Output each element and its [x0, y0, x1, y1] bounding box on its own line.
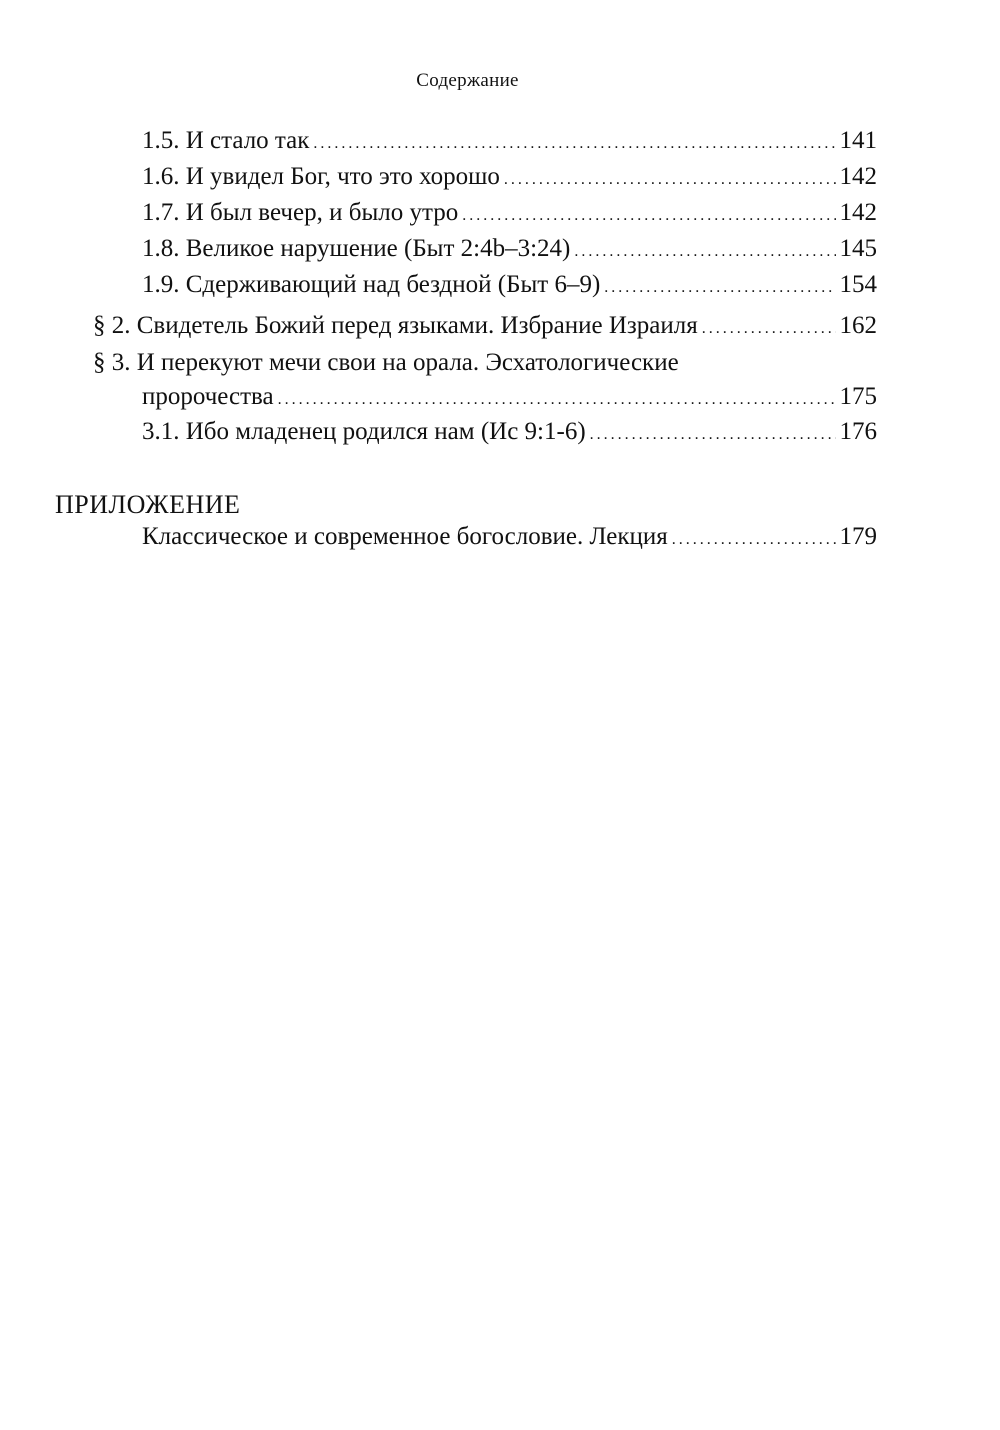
toc-entry-page: 142 — [839, 199, 877, 226]
dot-leader — [590, 418, 836, 452]
dot-leader — [313, 127, 835, 161]
toc-entry — [142, 124, 877, 161]
toc-entry-page: 141 — [839, 127, 877, 154]
toc-entry — [142, 268, 877, 305]
dot-leader — [462, 199, 835, 233]
appendix-title: ПРИЛОЖЕНИЕ — [55, 490, 241, 519]
toc-entry-page: 145 — [839, 235, 877, 262]
toc-entry-page: 162 — [839, 312, 877, 339]
dot-leader — [604, 271, 835, 305]
toc-entry-label-continued: пророчества — [142, 383, 274, 410]
toc-entry-label: 1.7. И был вечер, и было утро — [142, 199, 459, 226]
toc-entry-label: 1.5. И стало так — [142, 127, 310, 154]
toc-entry-page: 142 — [839, 163, 877, 190]
toc-entry-label: Классическое и современное богословие. Лекция — [142, 523, 668, 550]
dot-leader — [574, 235, 835, 269]
toc-entry-page: 179 — [839, 523, 877, 550]
toc-entry-page: 154 — [839, 271, 877, 298]
toc-entry-label: 1.9. Сдерживающий над бездной (Быт 6–9) — [142, 271, 601, 298]
toc-entry — [142, 232, 877, 269]
toc-entry-label: 3.1. Ибо младенец родился нам (Ис 9:1-6) — [142, 418, 586, 445]
toc-entry-label: 1.8. Великое нарушение (Быт 2:4b–3:24) — [142, 235, 571, 262]
toc-entry-page: 175 — [839, 383, 877, 410]
toc-entry-label: § 2. Свидетель Божий перед языками. Избрание Израиля — [93, 312, 698, 339]
dot-leader — [504, 163, 836, 197]
running-head: Содержание — [416, 70, 519, 91]
toc-entry — [142, 520, 877, 557]
toc-entry — [142, 415, 877, 452]
toc-entry — [142, 160, 877, 197]
dot-leader — [702, 312, 836, 346]
toc-entry-label: 1.6. И увидел Бог, что это хорошо — [142, 163, 500, 190]
toc-entry-label: § 3. И перекуют мечи свои на орала. Эсхатологические — [93, 349, 679, 376]
toc-entry-page: 176 — [839, 418, 877, 445]
dot-leader — [672, 523, 836, 557]
toc-entry — [142, 380, 877, 417]
toc-entry — [142, 196, 877, 233]
dot-leader — [278, 383, 836, 417]
toc-entry — [93, 309, 877, 346]
